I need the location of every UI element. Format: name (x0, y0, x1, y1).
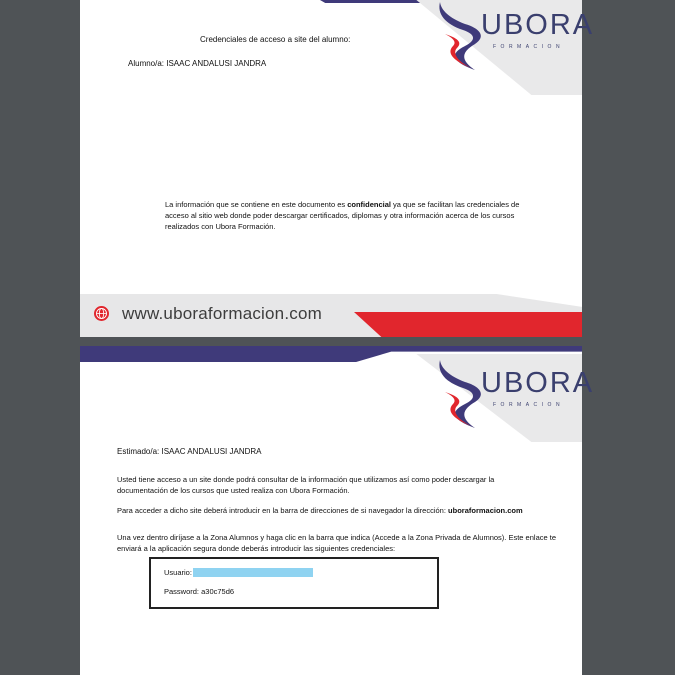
credentials-box (149, 557, 439, 609)
confidential-notice (165, 199, 535, 232)
usuario-label: Usuario: (164, 568, 192, 577)
redacted-username (193, 568, 313, 577)
document-page-1 (80, 0, 595, 337)
address-text: Para acceder a dicho site deberá introducir en la barra de direcciones de si navegador la dirección: (117, 506, 449, 515)
logo-swoosh-icon (435, 0, 485, 72)
footer-url: www.uboraformacion.com (122, 304, 322, 323)
student-name: Alumno/a: ISAAC ANDALUSI JANDRA (128, 59, 267, 68)
instructions-paragraph: Una vez dentro diríjase a la Zona Alumnos y haga clic en la barra que indica (Accede a la Zona Privada de Alumnos). Este enlace te enviará a la aplicación segura donde deberás introducir las siguientes credenciales: (117, 533, 556, 553)
logo-wordmark: UBORA (481, 367, 595, 399)
globe-icon (94, 306, 109, 321)
footer-red-band (354, 312, 582, 337)
notice-bold-word: confidencial (347, 200, 391, 209)
greeting-line: Estimado/a: ISAAC ANDALUSI JANDRA (117, 447, 262, 456)
page-title: Credenciales de acceso a site del alumno: (200, 35, 351, 44)
password-line: Password: a30c75d6 (164, 587, 235, 596)
ubora-logo (435, 358, 595, 435)
logo-subtitle: FORMACION (493, 44, 565, 50)
notice-text-start: La información que se contiene en este documento es (165, 200, 348, 209)
notice-text-end: ya que se facilitan las credenciales de acceso al sitio web donde poder descargar certificados, diplomas y otra información acerca de los cursos realizados con Ubora Formación. (165, 200, 520, 231)
logo-subtitle: FORMACION (493, 402, 565, 408)
logo-wordmark: UBORA (481, 9, 595, 41)
logo-swoosh-icon (435, 358, 485, 430)
document-page-2 (80, 346, 595, 675)
address-paragraph (117, 505, 557, 516)
address-url: uboraformacion.com (448, 506, 523, 515)
access-paragraph: Usted tiene acceso a un site donde podrá consultar de la información que utilizamos así como poder descargar la documentación de los cursos que usted realiza con Ubora Formación. (117, 475, 495, 495)
ubora-logo (435, 0, 595, 77)
